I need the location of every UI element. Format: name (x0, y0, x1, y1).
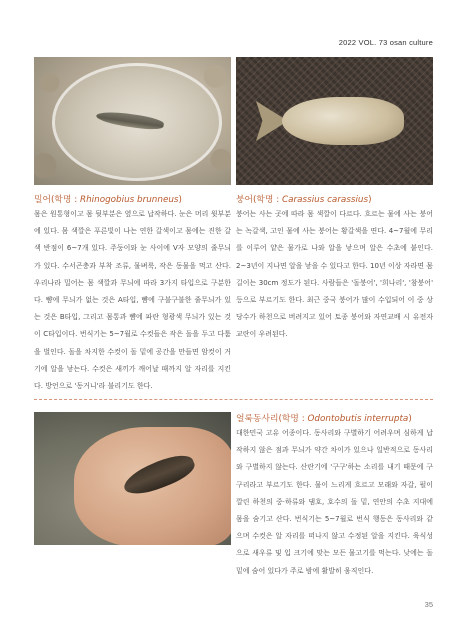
eollukdongsari-body: 대한민국 고유 어종이다. 동사리와 구별하기 어려우며 심하게 납작하지 않은 점과 무늬가 약간 차이가 있으나 일반적으로 동사리와 구별하지 않는다. 산란기에 '구구'하는 소리를 내기 때문에 구구리라고 부르기도 한다. 물이 느리게 흐르고 모래와 자갈, 펄이 깔린 하천의 중·하류와 댐호, 호수의 돌 밑, 연안의 수초 지대에 몸을 숨기고 산다. 번식기는 5~7월로 번식 행동은 동사리와 같으며 수컷은 알 자리를 떠나지 않고 수정된 알을 지킨다. 육식성으로 새우류 및 입 크기에 맞는 모든 물고기를 먹는다. 낮에는 돌 밑에 숨어 있다가 주로 밤에 활발히 움직인다. (236, 429, 433, 575)
bungeo-title-ko: 붕어(학명 : (236, 195, 282, 205)
bungeo-photo (236, 57, 433, 185)
mireo-photo (34, 57, 231, 185)
bungeo-title-sci: Carassius carassius (281, 195, 369, 205)
section-divider (34, 399, 433, 400)
bungeo-body: 붕어는 사는 곳에 따라 몸 색깔이 다르다. 흐르는 물에 사는 붕어는 녹갈색, 고인 물에 사는 붕어는 황갈색을 띤다. 4~7월에 무리를 이루어 얕은 물가로 나와 알을 낳으며 알은 수초에 붙인다. 2~3년이 지나면 알을 낳을 수 있다고 한다. 10년 이상 자라면 몸길이는 30cm 정도가 된다. 사람들은 '돌붕어', '희나리', '참붕어' 등으로 부르기도 한다. 최근 중국 붕어가 많이 수입되어 이 중 상당수가 하천으로 버려지고 있어 토종 붕어와 자연교배 시 유전자 교란이 우려된다. (236, 210, 433, 339)
eollukdongsari-title (236, 411, 412, 424)
bungeo-fish (282, 97, 404, 145)
mireo-body: 몸은 원통형이고 몸 뒷부분은 옆으로 납작하다. 눈은 머리 윗부분에 있다. 몸 색깔은 푸른빛이 나는 연한 갈색이고 몸에는 진한 갈색 반점이 6~7개 있다. 주둥이와 눈 사이에 V자 모양의 줄무늬가 있다. 수서곤충과 부착 조류, 물벼룩, 작은 동물을 먹고 산다. 우리나라 밀어는 몸 색깔과 무늬에 따라 3가지 타입으로 구분한다. 뺨에 무늬가 없는 것은 A타입, 뺨에 구불구불한 줄무늬가 있는 것은 B타입, 그리고 몸통과 뺨에 파란 형광색 무늬가 있는 것이 C타입이다. 번식기는 5~7월로 수컷들은 작은 돌을 두고 다툼을 벌인다. 돌을 차지한 수컷이 돌 밑에 공간을 만들면 암컷이 거기에 알을 낳는다. 수컷은 새끼가 깨어날 때까지 알 자리를 지킨다. 방언으로 '동거니'라 불리기도 한다. (34, 210, 231, 391)
eollukdongsari-title-ko: 얼룩동사리(학명 : (236, 414, 308, 424)
mireo-title-ko: 밀어(학명 : (34, 195, 80, 205)
mireo-title (34, 192, 182, 205)
eollukdongsari-title-end: ) (408, 414, 412, 424)
eollukdongsari-photo (34, 412, 231, 545)
mireo-title-sci: Rhinogobius brunneus (79, 195, 179, 205)
page-number: 35 (424, 600, 433, 609)
issue-header: 2022 VOL. 73 osan culture (338, 38, 433, 47)
bungeo-title (236, 192, 372, 205)
bungeo-title-end: ) (368, 195, 372, 205)
eollukdongsari-title-sci: Odontobutis interrupta (307, 414, 409, 424)
mireo-title-end: ) (178, 195, 182, 205)
